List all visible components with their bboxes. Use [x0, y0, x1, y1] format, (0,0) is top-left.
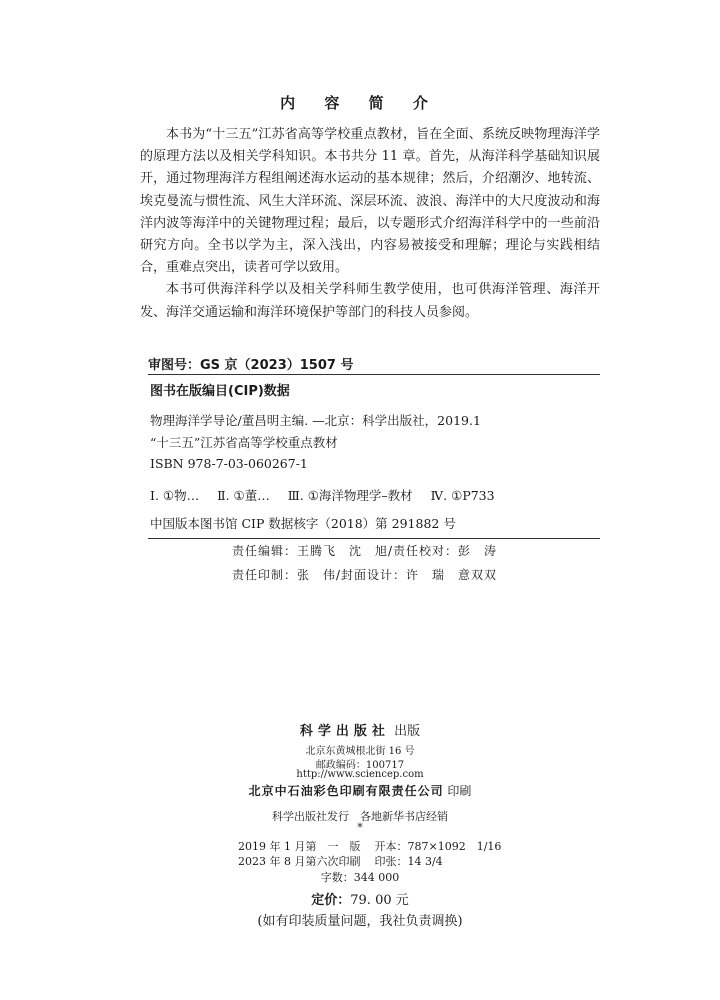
classification-item: Ⅰ. ①物…	[150, 488, 200, 503]
edition-format: 开本：787×1092 1/16	[374, 840, 502, 853]
divider-bottom	[148, 538, 600, 539]
separator-asterisk: *	[357, 821, 363, 834]
publisher-url: http://www.sciencep.com	[296, 769, 424, 780]
printer-line	[0, 782, 720, 799]
classification-item: Ⅲ. ①海洋物理学–教材	[287, 488, 413, 503]
printer-name: 北京中石油彩色印刷有限责任公司	[248, 784, 444, 798]
cip-series-line: “十三五”江苏省高等学校重点教材	[150, 435, 338, 450]
intro-section	[140, 124, 600, 324]
production-credits: 责任印制：张 伟/封面设计：许 瑞 意双双	[232, 568, 498, 582]
edition-first: 2019 年 1 月第 一 版	[238, 840, 361, 853]
publisher-name: 科学出版社	[299, 724, 390, 739]
map-review-number: 审图号：GS 京（2023）1507 号	[148, 358, 354, 373]
distribution-line: 科学出版社发行 各地新华书店经销	[272, 810, 448, 823]
intro-paragraph-2: 本书可供海洋科学以及相关学科师生教学使用，也可供海洋管理、海洋开发、海洋交通运输和海洋环境保护等部门的科技人员参阅。	[140, 282, 600, 320]
page-heading: 内 容 简 介	[280, 94, 440, 112]
edition-reprint: 2023 年 8 月第六次印刷	[238, 855, 361, 868]
printer-suffix: 印刷	[443, 784, 472, 798]
divider-top	[148, 374, 600, 375]
classification-item: Ⅳ. ①P733	[430, 488, 495, 503]
price-line	[0, 889, 720, 908]
price-value: 79. 00 元	[350, 893, 409, 908]
publisher-address: 北京东黄城根北街 16 号	[305, 746, 415, 757]
classification-item: Ⅱ. ①董…	[217, 488, 270, 503]
publisher-suffix: 出版	[389, 724, 421, 739]
cip-title: 图书在版编目(CIP)数据	[150, 384, 290, 399]
cip-classification	[150, 486, 509, 504]
edition-line-1	[238, 838, 501, 854]
edition-line-2	[238, 853, 443, 869]
quality-notice: (如有印装质量问题，我社负责调换)	[257, 914, 463, 929]
cip-isbn: ISBN 978-7-03-060267-1	[150, 456, 308, 471]
publisher-line	[0, 720, 720, 739]
intro-paragraph-1: 本书为“十三五”江苏省高等学校重点教材，旨在全面、系统反映物理海洋学的原理方法以及相关学科知识。本书共分 11 章。首先，从海洋科学基础知识展开，通过物理海洋方程组阐述海水运动的基本规律；然后，介绍潮汐、地转流、埃克曼流与惯性流、风生大洋环流、深层环流、波浪、海洋中的大尺度波动和海洋内波等海洋中的关键物理过程；最后，以专题形式介绍海洋科学中的一些前沿研究方向。全书以学为主，深入浅出，内容易被接受和理解；理论与实践相结合，重难点突出，读者可学以致用。	[140, 127, 600, 276]
editor-credits: 责任编辑：王腾飞 沈 旭/责任校对：彭 涛	[232, 544, 498, 558]
postal-code: 邮政编码：100717	[315, 760, 405, 771]
word-count: 字数：344 000	[320, 871, 400, 884]
cip-bibliographic-line: 物理海洋学导论/董昌明主编. —北京：科学出版社，2019.1	[150, 413, 481, 428]
edition-sheets: 印张：14 3/4	[374, 855, 443, 868]
cip-record-number: 中国版本图书馆 CIP 数据核字（2018）第 291882 号	[150, 516, 456, 531]
price-label: 定价：	[311, 893, 351, 908]
